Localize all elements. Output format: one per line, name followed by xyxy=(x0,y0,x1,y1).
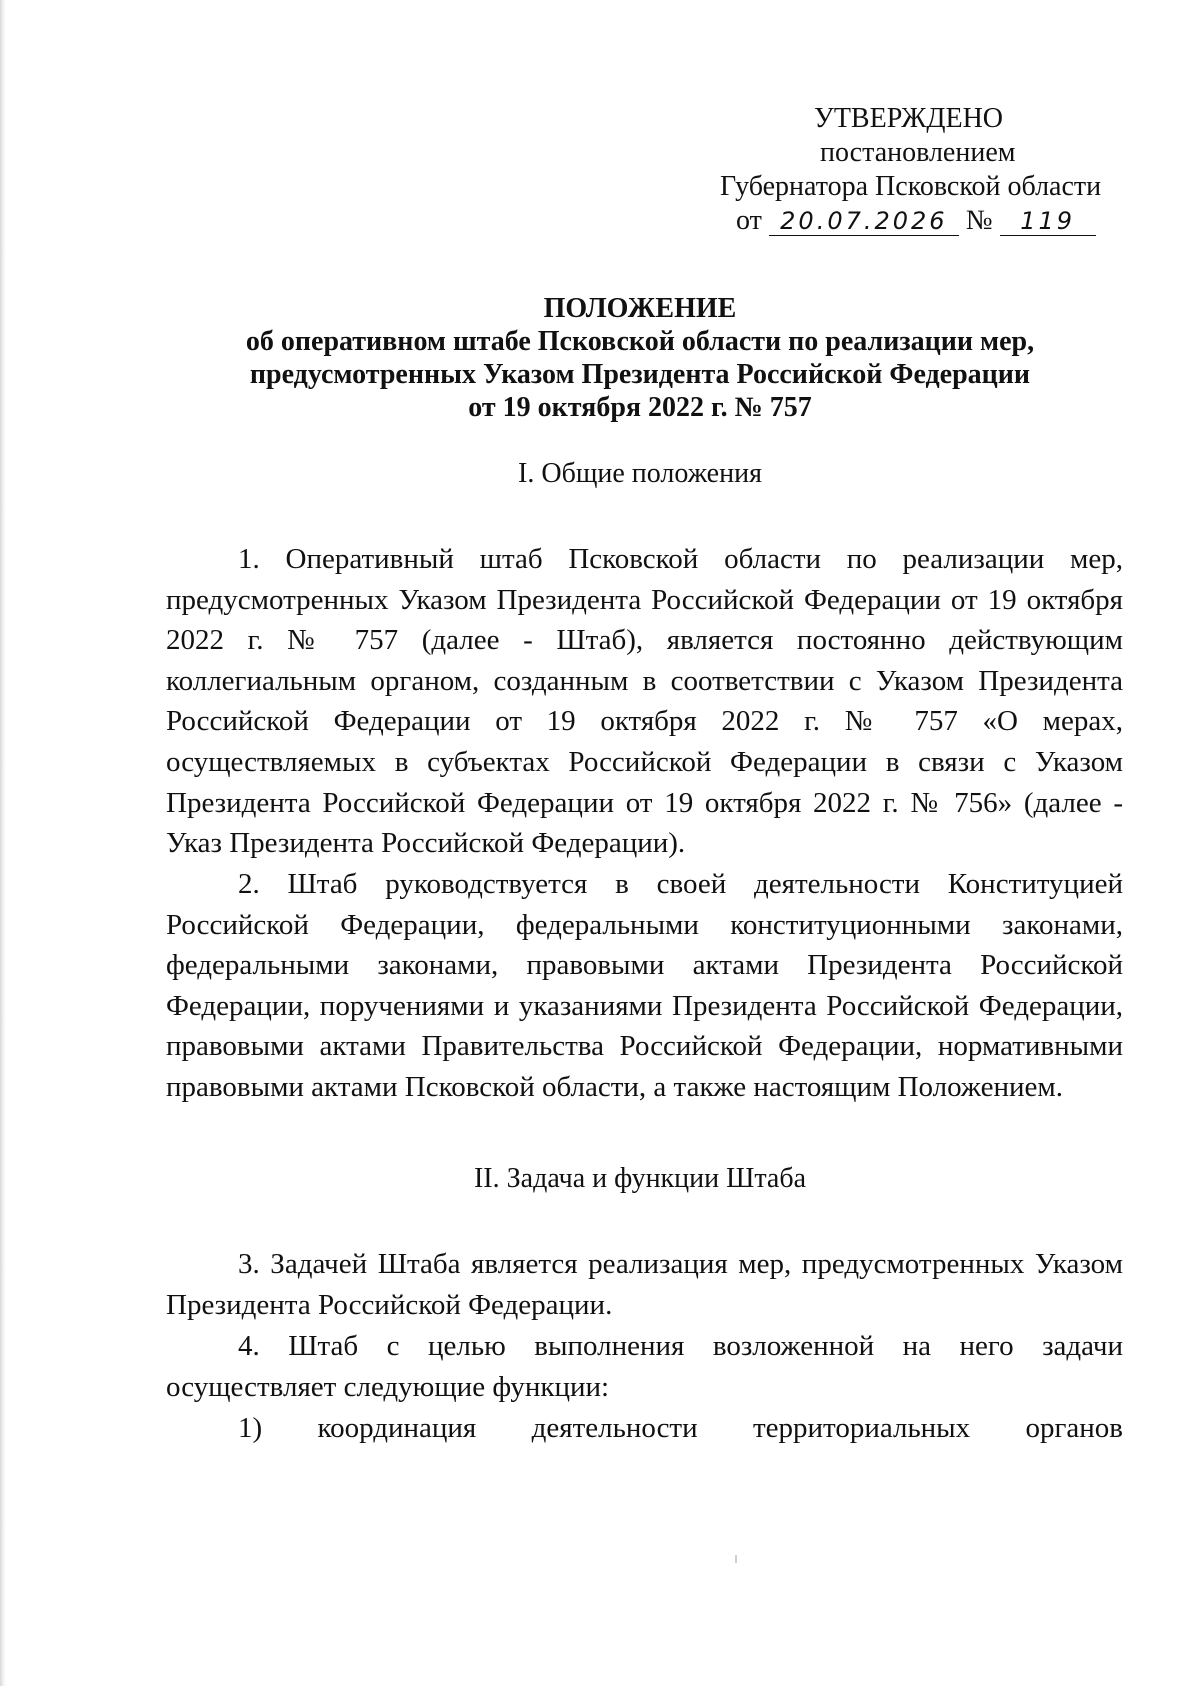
approval-approved: УТВЕРЖДЕНО xyxy=(814,103,1004,134)
handwritten-date: 20.07.2026 xyxy=(769,207,959,236)
approval-governor: Губернатора Псковской области xyxy=(720,171,1102,202)
section-heading-tasks: II. Задача и функции Штаба xyxy=(473,1163,807,1194)
approval-number-sign: № xyxy=(965,205,993,236)
approval-resolution: постановлением xyxy=(820,137,1016,168)
section-heading-general: I. Общие положения xyxy=(518,458,762,489)
title-line-3: от 19 октября 2022 г. № 757 xyxy=(468,392,812,423)
paragraph-3: 3. Задачей Штаба является реализация мер, предусмотренных Указом Президента Российской Федерации. xyxy=(166,1248,1123,1321)
paragraph-1: 1. Оперативный штаб Псковской области по реализации мер, предусмотренных Указом Президента Российской Федерации от 19 октября 2022 г. № 757 (далее - Штаб), является постоянно действующим коллегиальным органом, созданным в соответствии с Указом Президента Российской Федерации от 19 октября 2022 г. № 757 «О мерах, осуществляемых в субъектах Российской Федерации в связи с Указом Президента Российской Федерации от 19 октября 2022 г. № 756» (далее - Указ Президента Российской Федерации). xyxy=(166,543,1123,860)
approval-date-prefix: от xyxy=(736,205,762,236)
paragraph-4-item-1: 1) координация деятельности территориальных органов xyxy=(238,1412,1123,1444)
paragraph-4: 4. Штаб с целью выполнения возложенной на него задачи осуществляет следующие функции: xyxy=(166,1330,1123,1403)
approval-date-line xyxy=(720,204,1120,238)
document-title xyxy=(160,292,1120,424)
approval-stamp-block xyxy=(720,102,1120,238)
scan-speck xyxy=(735,1555,737,1563)
title-heading: ПОЛОЖЕНИЕ xyxy=(543,293,737,324)
title-line-2: предусмотренных Указом Президента Российской Федерации xyxy=(249,359,1031,390)
handwritten-number: 119 xyxy=(1000,207,1096,236)
paragraph-2: 2. Штаб руководствуется в своей деятельности Конституцией Российской Федерации, федеральными конституционными законами, федеральными законами, правовыми актами Президента Российской Федерации, поручениями и указаниями Президента Российской Федерации, правовыми актами Правительства Российской Федерации, нормативными правовыми актами Псковской области, а также настоящим Положением. xyxy=(166,868,1123,1103)
scan-edge-shadow xyxy=(0,0,6,1686)
title-line-1: об оперативном штабе Псковской области по реализации мер, xyxy=(245,326,1035,357)
